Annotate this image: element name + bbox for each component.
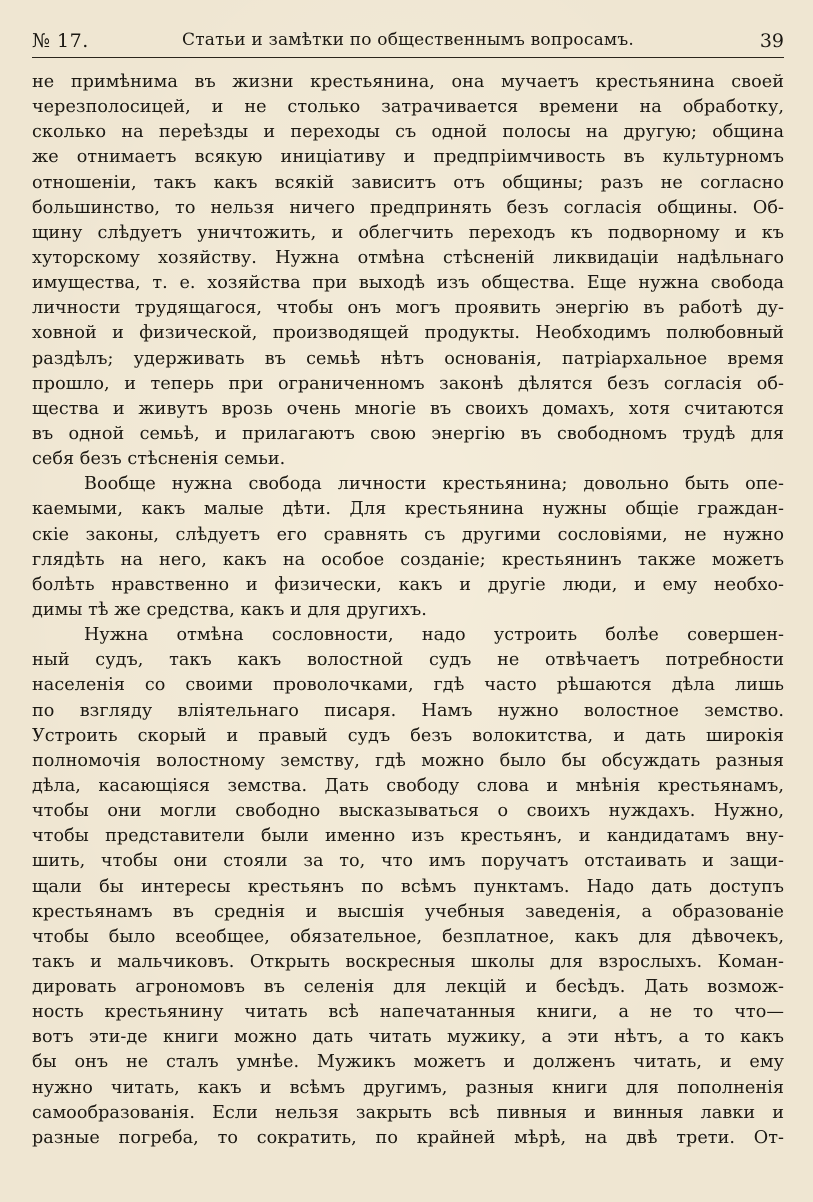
paragraph-end-line: себя безъ стѣсненія семьи.	[32, 449, 286, 470]
text-line: ный судъ, такъ какъ волостной судъ не отвѣчаетъ потребности	[32, 650, 784, 671]
text-line: чтобы было всеобщее, обязательное, безплатное, какъ для дѣвочекъ,	[32, 926, 784, 947]
text-line: имущества, т. е. хозяйства при выходѣ изъ общества. Еще нужна свобода	[32, 273, 784, 294]
text-line: сколько на переѣзды и переходы съ одной полосы на другую; община	[32, 122, 784, 143]
text-line: же отнимаетъ всякую иниціативу и предпріимчивость въ культурномъ	[32, 147, 784, 168]
issue-number: № 17.	[32, 30, 89, 52]
text-line: глядѣть на него, какъ на особое созданіе; крестьянинъ также можетъ	[32, 549, 784, 570]
text-line: шить, чтобы они стояли за то, что имъ поручатъ отстаивать и защи-	[32, 851, 784, 872]
text-line: хуторскому хозяйству. Нужна отмѣна стѣсненій ликвидаціи надѣльнаго	[32, 247, 784, 268]
text-line: вотъ эти-де книги можно дать читать мужику, а эти нѣтъ, а то какъ	[32, 1027, 784, 1048]
text-line: скіе законы, слѣдуетъ его сравнять съ другими сословіями, не нужно	[32, 524, 784, 545]
text-line: бы онъ не сталъ умнѣе. Мужикъ можетъ и долженъ читать, и ему	[32, 1052, 784, 1073]
text-line: крестьянамъ въ среднія и высшія учебныя заведенія, а образованіе	[32, 901, 784, 922]
text-line: ховной и физической, производящей продукты. Необходимъ полюбовный	[32, 323, 784, 344]
text-line: отношеніи, такъ какъ всякій зависитъ отъ общины; разъ не согласно	[32, 172, 784, 193]
text-line: личности трудящагося, чтобы онъ могъ проявить энергію въ работѣ ду-	[32, 298, 784, 319]
text-line: въ одной семьѣ, и прилагаютъ свою энергію въ свободномъ трудѣ для	[32, 423, 784, 444]
running-title: Статьи и замѣтки по общественнымъ вопросамъ.	[182, 30, 634, 50]
text-line: чтобы они могли свободно высказываться о своихъ нуждахъ. Нужно,	[32, 801, 784, 822]
text-line: щали бы интересы крестьянъ по всѣмъ пунктамъ. Надо дать доступъ	[32, 876, 784, 897]
paragraph-start-line: Нужна отмѣна сословности, надо устроить болѣе совершен-	[84, 625, 784, 646]
text-line: каемыми, какъ малые дѣти. Для крестьянина нужны общіе граждан-	[32, 499, 784, 520]
text-line: болѣть нравственно и физически, какъ и другіе люди, и ему необхо-	[32, 574, 784, 595]
text-line: самообразованія. Если нельзя закрыть всѣ пивныя и винныя лавки и	[32, 1102, 784, 1123]
text-line: ность крестьянину читать всѣ напечатанныя книги, а не то что—	[32, 1002, 784, 1023]
text-line: большинство, то нельзя ничего предпринять безъ согласія общины. Об-	[32, 197, 784, 218]
text-line: населенія со своими проволочками, гдѣ часто рѣшаются дѣла лишь	[32, 675, 784, 696]
text-line: полномочія волостному земству, гдѣ можно было бы обсуждать разныя	[32, 750, 784, 771]
text-line: прошло, и теперь при ограниченномъ законѣ дѣлятся безъ согласія об-	[32, 373, 784, 394]
paragraph-end-line: димы тѣ же средства, какъ и для другихъ.	[32, 599, 427, 620]
text-line: щества и живутъ врозь очень многіе въ своихъ домахъ, хотя считаются	[32, 398, 784, 419]
text-line: такъ и мальчиковъ. Открыть воскресныя школы для взрослыхъ. Коман-	[32, 951, 784, 972]
text-line: нужно читать, какъ и всѣмъ другимъ, разныя книги для пополненія	[32, 1077, 784, 1098]
text-line: разные погреба, то сократить, по крайней мѣрѣ, на двѣ трети. От-	[32, 1127, 784, 1148]
text-line: дировать агрономовъ въ селенія для лекцій и бесѣдъ. Дать возмож-	[32, 977, 784, 998]
page-number: 39	[759, 30, 784, 52]
text-line: черезполосицей, и не столько затрачивается времени на обработку,	[32, 97, 784, 118]
text-line: Устроить скорый и правый судъ безъ волокитства, и дать широкія	[32, 725, 784, 746]
text-line: щину слѣдуетъ уничтожить, и облегчить переходъ къ подворному и къ	[32, 222, 784, 243]
running-header	[32, 22, 784, 58]
header-rule	[32, 57, 784, 58]
text-line: не примѣнима въ жизни крестьянина, она мучаетъ крестьянина своей	[32, 72, 784, 92]
text-line: дѣла, касающіяся земства. Дать свободу слова и мнѣнія крестьянамъ,	[32, 775, 784, 796]
text-line: по взгляду вліятельнаго писаря. Намъ нужно волостное земство.	[32, 700, 784, 721]
paragraph-start-line: Вообще нужна свобода личности крестьянина; довольно быть опе-	[84, 474, 784, 495]
text-line: чтобы представители были именно изъ крестьянъ, и кандидатамъ вну-	[32, 826, 784, 847]
article-body	[32, 70, 784, 1151]
text-line: раздѣлъ; удерживать въ семьѣ нѣтъ основанія, патріархальное время	[32, 348, 784, 369]
